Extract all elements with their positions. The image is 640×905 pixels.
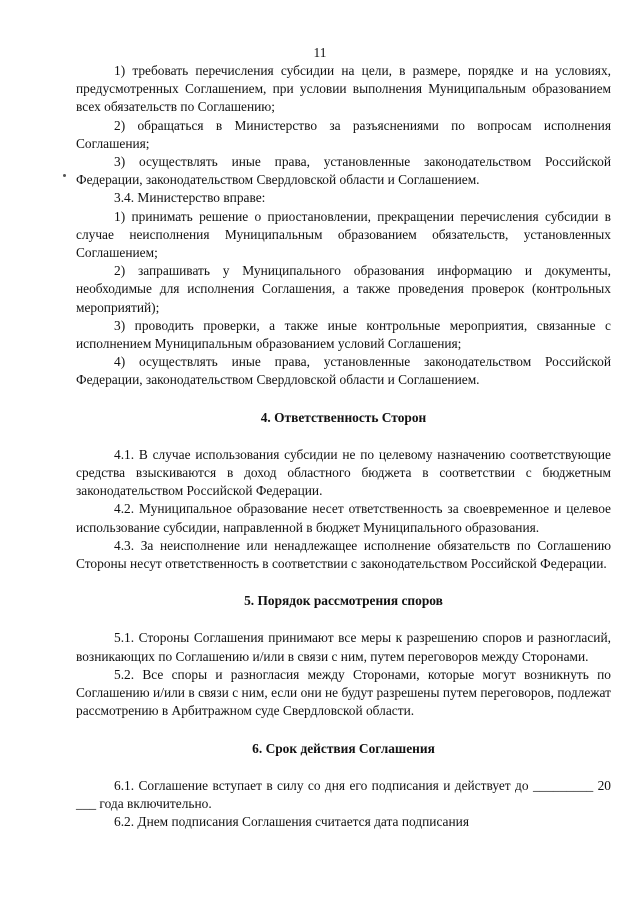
paragraph-5-1: 5.1. Стороны Соглашения принимают все меры к разрешению споров и разногласий, возникающих по Соглашению и/или в связи с ним, путем переговоров между Сторонами. bbox=[76, 630, 611, 664]
paragraph-3-4: 3.4. Министерство вправе: bbox=[114, 190, 266, 206]
document-body bbox=[76, 62, 611, 831]
paragraph-3-3-item-1: 1) требовать перечисления субсидии на цели, в размере, порядке и на условиях, предусмотренных Соглашением, при условии выполнения Муниципальным образованием всех обязательств по Соглашению; bbox=[76, 63, 611, 115]
paragraph-5-2: 5.2. Все споры и разногласия между Сторонами, которые могут возникнуть по Соглашению и/или в связи с ним, если они не будут разрешены путем переговоров, подлежат рассмотрению в Арбитражном суде Свердловской области. bbox=[76, 666, 611, 719]
section-heading-5: 5. Порядок рассмотрения споров bbox=[244, 593, 443, 609]
paragraph-4-3: 4.3. За неисполнение или ненадлежащее исполнение обязательств по Соглашению Стороны несут ответственность в соответствии с законодательством Российской Федерации. bbox=[76, 537, 611, 572]
paragraph-3-4-item-2: 2) запрашивать у Муниципального образования информацию и документы, необходимые для исполнения Соглашения, а также проведения проверок (контрольных мероприятий); bbox=[76, 263, 611, 315]
page-number: 11 bbox=[313, 45, 327, 60]
section-heading-4: 4. Ответственность Сторон bbox=[260, 409, 427, 425]
paragraph-3-4-item-4: 4) осуществлять иные права, установленные законодательством Российской Федерации, законодательством Свердловской области и Соглашением. bbox=[76, 354, 611, 388]
paragraph-4-1: 4.1. В случае использования субсидии не по целевому назначению соответствующие средства взыскиваются в доход областного бюджета в соответствии с бюджетным законодательством Российской Федерации. bbox=[76, 446, 611, 499]
paragraph-6-1: 6.1. Соглашение вступает в силу со дня его подписания и действует до _________ 20 ___ года включительно. bbox=[76, 777, 611, 811]
section-heading-6: 6. Срок действия Соглашения bbox=[252, 740, 435, 756]
paragraph-4-2: 4.2. Муниципальное образование несет ответственность за своевременное и целевое использование субсидии, направленной в бюджет Муниципального образования. bbox=[76, 501, 611, 535]
margin-dot bbox=[63, 174, 66, 177]
paragraph-3-4-item-1: 1) принимать решение о приостановлении, прекращении перечисления субсидии в случае неисполнения Муниципальным образованием обязательств, установленных Соглашением; bbox=[76, 208, 611, 261]
paragraph-3-3-item-2: 2) обращаться в Министерство за разъяснениями по вопросам исполнения Соглашения; bbox=[76, 117, 611, 151]
paragraph-3-4-item-3: 3) проводить проверки, а также иные контрольные мероприятия, связанные с исполнением Муниципальным образованием условий Соглашения; bbox=[76, 317, 611, 352]
paragraph-3-3-item-3: 3) осуществлять иные права, установленные законодательством Российской Федерации, законодательством Свердловской области и Соглашением. bbox=[76, 154, 611, 188]
paragraph-6-2: 6.2. Днем подписания Соглашения считается дата подписания bbox=[114, 814, 469, 830]
